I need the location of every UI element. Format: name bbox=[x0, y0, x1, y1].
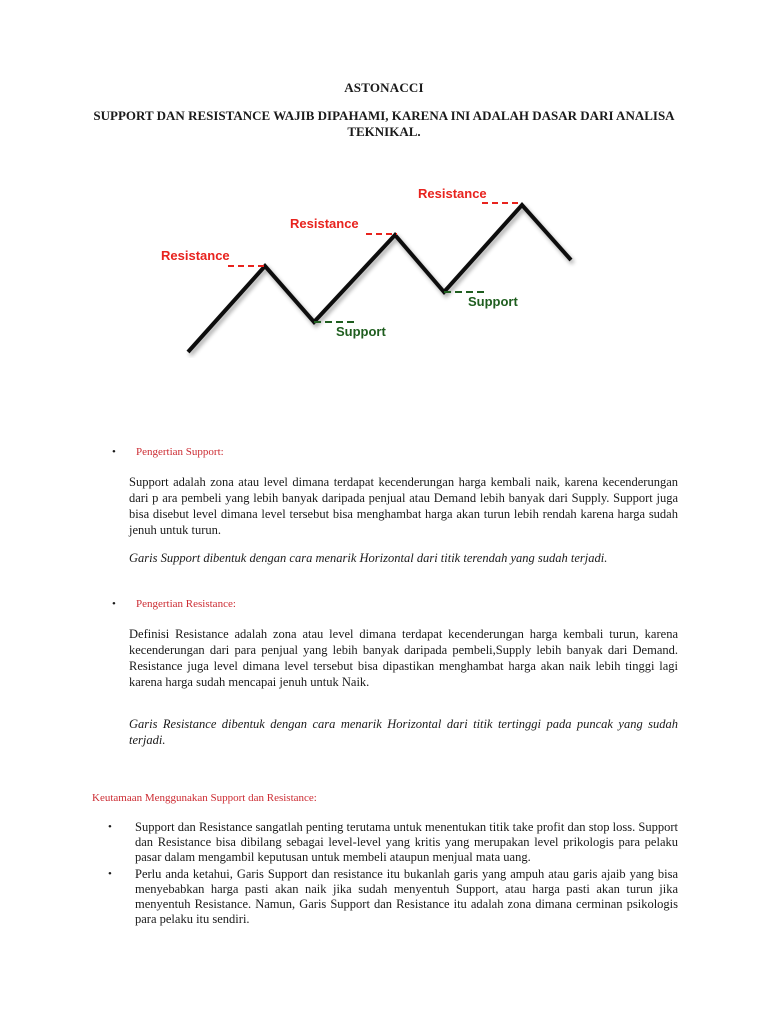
bullet-support: • bbox=[112, 446, 116, 458]
bullet-resistance: • bbox=[112, 598, 116, 610]
support-resistance-diagram bbox=[150, 178, 590, 358]
resistance-label-1: Resistance bbox=[161, 248, 230, 263]
list-item bbox=[108, 820, 678, 865]
support-label-1: Support bbox=[336, 324, 386, 339]
list-item bbox=[108, 867, 678, 927]
support-paragraph: Support adalah zona atau level dimana terdapat kecenderungan harga kembali naik, karena kecenderungan dari p ara pembeli yang lebih banyak daripada penjual atau Demand lebih banyak dari Supply. Support juga bisa disebut level dimana level tersebut bisa menghambat harga akan turun lebih rendah karena harga sudah jenuh untuk turun. bbox=[129, 475, 678, 537]
list-item-text: Perlu anda ketahui, Garis Support dan resistance itu bukanlah garis yang ampuh atau garis ajaib yang bisa menyebabkan harga pasti akan naik jika sudah menyentuh Support, atau harga pasti akan turun jika menyentuh Resistance. Namun, Garis Support dan Resistance itu adalah zona dimana cerminan psikologis para pelaku itu sendiri. bbox=[135, 867, 678, 926]
list-item-text: Support dan Resistance sangatlah penting terutama untuk menentukan titik take profit dan stop loss. Support dan Resistance bisa dibilang sebagai level-level yang kritis yang merupakan level prikologis para pelaku pasar dalam mengambil keputusan untuk membeli ataupun menjual mata uang. bbox=[135, 820, 678, 864]
list-bullet: • bbox=[108, 868, 112, 880]
resistance-italic-note: Garis Resistance dibentuk dengan cara menarik Horizontal dari titik tertinggi pada puncak yang sudah terjadi. bbox=[129, 717, 678, 747]
support-heading: Pengertian Support: bbox=[136, 446, 224, 458]
resistance-heading: Pengertian Resistance: bbox=[136, 598, 236, 610]
support-italic-note: Garis Support dibentuk dengan cara menarik Horizontal dari titik terendah yang sudah terjadi. bbox=[129, 551, 608, 565]
list-bullet: • bbox=[108, 821, 112, 833]
advantages-list bbox=[108, 820, 678, 929]
document-subtitle: SUPPORT DAN RESISTANCE WAJIB DIPAHAMI, KARENA INI ADALAH DASAR DARI ANALISA TEKNIKAL. bbox=[93, 108, 675, 139]
resistance-paragraph: Definisi Resistance adalah zona atau level dimana terdapat kecenderungan harga kembali turun, karena kecenderungan dari para penjual yang lebih banyak daripada pembeli,Supply lebih banyak dari Demand. Resistance juga level dimana level tersebut bisa dipastikan menghambat harga akan naik lebih tinggi lagi karena harga sudah mencapai jenuh untuk Naik. bbox=[129, 627, 678, 689]
document-title: ASTONACCI bbox=[344, 80, 424, 95]
support-label-2: Support bbox=[468, 294, 518, 309]
resistance-label-2: Resistance bbox=[290, 216, 359, 231]
resistance-label-3: Resistance bbox=[418, 186, 487, 201]
advantages-heading: Keutamaan Menggunakan Support dan Resistance: bbox=[92, 792, 317, 804]
